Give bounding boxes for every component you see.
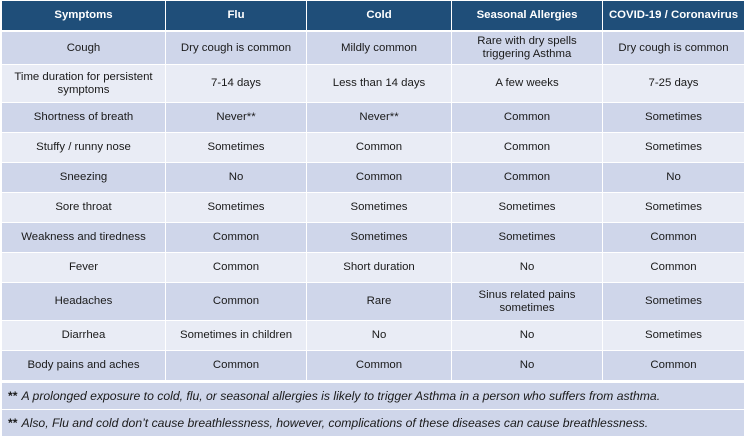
covid-cell: 7-25 days xyxy=(603,65,744,103)
allergies-cell: No xyxy=(452,253,603,283)
table-row-shortness-of-breath xyxy=(2,103,744,133)
covid-cell: Sometimes xyxy=(603,193,744,223)
table-row-stuffy-nose xyxy=(2,133,744,163)
symptom-cell: Cough xyxy=(2,32,166,65)
symptom-cell: Sore throat xyxy=(2,193,166,223)
flu-cell: Never** xyxy=(166,103,307,133)
footnote-asthma xyxy=(2,383,744,409)
symptom-cell: Sneezing xyxy=(2,163,166,193)
allergies-cell: No xyxy=(452,321,603,351)
covid-cell: No xyxy=(603,163,744,193)
cold-cell: Sometimes xyxy=(307,193,452,223)
table-row-body-pains xyxy=(2,351,744,381)
flu-cell: Sometimes in children xyxy=(166,321,307,351)
table-row-sore-throat xyxy=(2,193,744,223)
allergies-cell: Rare with dry spells triggering Asthma xyxy=(452,32,603,65)
symptom-cell: Weakness and tiredness xyxy=(2,223,166,253)
header-row xyxy=(2,1,744,32)
header-symptoms: Symptoms xyxy=(2,1,166,32)
header-cold: Cold xyxy=(307,1,452,32)
allergies-cell: Common xyxy=(452,103,603,133)
covid-cell: Dry cough is common xyxy=(603,32,744,65)
symptom-cell: Diarrhea xyxy=(2,321,166,351)
flu-cell: Sometimes xyxy=(166,193,307,223)
flu-cell: Common xyxy=(166,283,307,321)
table-row-sneezing xyxy=(2,163,744,193)
table-row-fever xyxy=(2,253,744,283)
cold-cell: Mildly common xyxy=(307,32,452,65)
table-row-diarrhea xyxy=(2,321,744,351)
symptom-cell: Headaches xyxy=(2,283,166,321)
symptom-cell: Body pains and aches xyxy=(2,351,166,381)
covid-cell: Common xyxy=(603,253,744,283)
cold-cell: Common xyxy=(307,163,452,193)
table-row-weakness xyxy=(2,223,744,253)
header-flu: Flu xyxy=(166,1,307,32)
cold-cell: Sometimes xyxy=(307,223,452,253)
symptom-cell: Stuffy / runny nose xyxy=(2,133,166,163)
symptom-cell: Time duration for persistent symptoms xyxy=(2,65,166,103)
flu-cell: Dry cough is common xyxy=(166,32,307,65)
allergies-cell: No xyxy=(452,351,603,381)
flu-cell: 7-14 days xyxy=(166,65,307,103)
cold-cell: Short duration xyxy=(307,253,452,283)
header-seasonal-allergies: Seasonal Allergies xyxy=(452,1,603,32)
symptom-cell: Shortness of breath xyxy=(2,103,166,133)
covid-cell: Common xyxy=(603,351,744,381)
allergies-cell: Common xyxy=(452,163,603,193)
flu-cell: Common xyxy=(166,351,307,381)
symptoms-comparison-table xyxy=(2,1,744,381)
allergies-cell: Common xyxy=(452,133,603,163)
covid-cell: Sometimes xyxy=(603,283,744,321)
symptom-cell: Fever xyxy=(2,253,166,283)
footnote-text: A prolonged exposure to cold, flu, or seasonal allergies is likely to trigger Asthma in a person who suffers from asthma. xyxy=(21,389,661,403)
allergies-cell: Sometimes xyxy=(452,193,603,223)
cold-cell: Common xyxy=(307,351,452,381)
footnote-breathlessness xyxy=(2,409,744,436)
cold-cell: Rare xyxy=(307,283,452,321)
flu-cell: Common xyxy=(166,223,307,253)
cold-cell: No xyxy=(307,321,452,351)
covid-cell: Common xyxy=(603,223,744,253)
table-row-headaches xyxy=(2,283,744,321)
cold-cell: Common xyxy=(307,133,452,163)
flu-cell: No xyxy=(166,163,307,193)
cold-cell: Never** xyxy=(307,103,452,133)
covid-cell: Sometimes xyxy=(603,103,744,133)
footnote-marker: ** xyxy=(8,416,18,430)
allergies-cell: Sometimes xyxy=(452,223,603,253)
table-row-time-duration xyxy=(2,65,744,103)
footnote-marker: ** xyxy=(8,389,18,403)
flu-cell: Common xyxy=(166,253,307,283)
covid-cell: Sometimes xyxy=(603,321,744,351)
footnotes xyxy=(2,383,744,436)
allergies-cell: Sinus related pains sometimes xyxy=(452,283,603,321)
footnote-text: Also, Flu and cold don’t cause breathlessness, however, complications of these diseases can cause breathlessness. xyxy=(21,416,649,430)
header-covid: COVID-19 / Coronavirus xyxy=(603,1,744,32)
allergies-cell: A few weeks xyxy=(452,65,603,103)
flu-cell: Sometimes xyxy=(166,133,307,163)
cold-cell: Less than 14 days xyxy=(307,65,452,103)
covid-cell: Sometimes xyxy=(603,133,744,163)
table-row-cough xyxy=(2,32,744,65)
